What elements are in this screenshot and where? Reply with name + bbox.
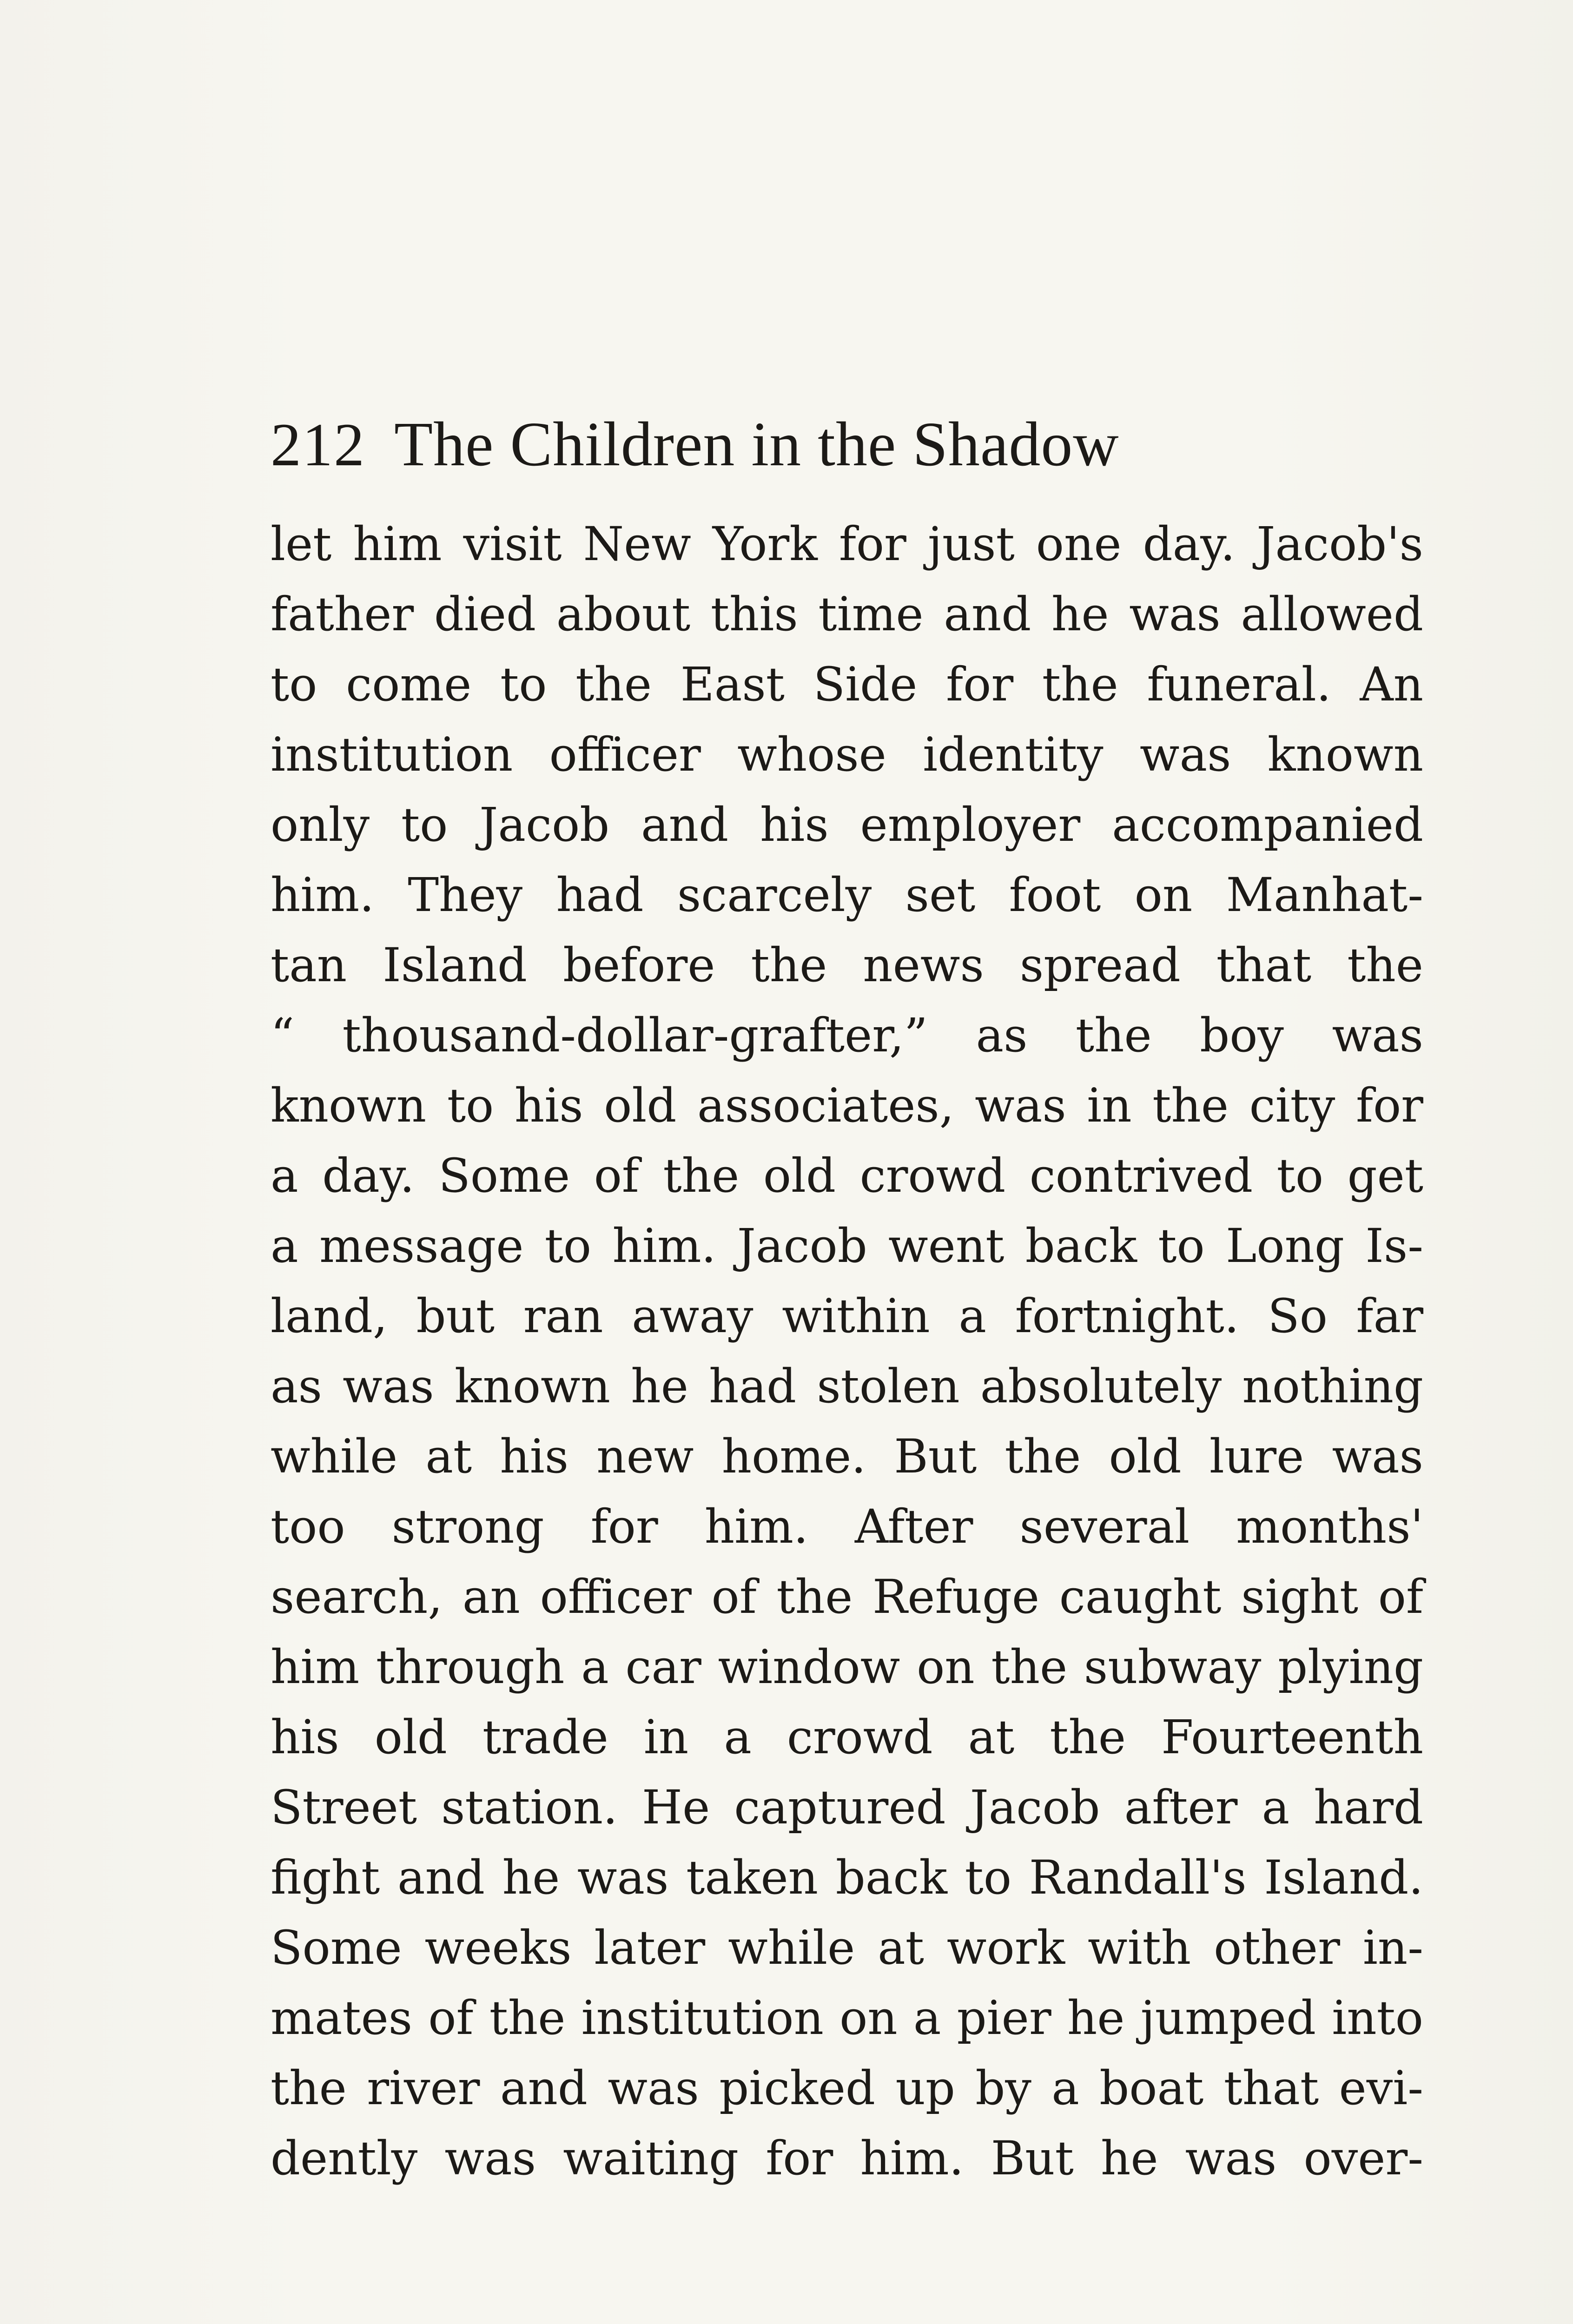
text-line: “ thousand-dollar-grafter,” as the boy was xyxy=(271,1008,1423,1063)
text-line: known to his old associates, was in the city for xyxy=(271,1078,1423,1133)
text-line: to come to the East Side for the funeral. An xyxy=(271,657,1423,712)
body-text xyxy=(271,509,1423,2193)
text-line: a day. Some of the old crowd contrived to get xyxy=(271,1149,1423,1203)
text-line: as was known he had stolen absolutely nothing xyxy=(271,1359,1423,1413)
text-line: tan Island before the news spread that the xyxy=(271,938,1423,992)
text-line: the river and was picked up by a boat that evi- xyxy=(271,2061,1423,2115)
text-line: land, but ran away within a fortnight. So far xyxy=(271,1289,1423,1343)
text-line: Street station. He captured Jacob after a hard xyxy=(271,1780,1423,1835)
text-line: search, an officer of the Refuge caught sight of xyxy=(271,1570,1423,1624)
text-line: while at his new home. But the old lure was xyxy=(271,1429,1423,1484)
text-line: institution officer whose identity was known xyxy=(271,727,1423,782)
page-header xyxy=(271,408,1405,478)
text-line: his old trade in a crowd at the Fourteenth xyxy=(271,1710,1423,1764)
text-line: him through a car window on the subway plying xyxy=(271,1640,1423,1694)
text-line: let him visit New York for just one day. Jacob's xyxy=(271,517,1423,571)
text-line: only to Jacob and his employer accompanied xyxy=(271,798,1423,852)
text-line: fight and he was taken back to Randall's Island. xyxy=(271,1850,1423,1905)
text-line: mates of the institution on a pier he jumped into xyxy=(271,1991,1423,2045)
text-line: him. They had scarcely set foot on Manhat- xyxy=(271,868,1423,922)
text-line: dently was waiting for him. But he was over- xyxy=(271,2131,1423,2185)
page-number: 212 xyxy=(271,410,365,479)
text-line: too strong for him. After several months' xyxy=(271,1499,1423,1554)
text-line: Some weeks later while at work with other in- xyxy=(271,1921,1423,1975)
text-line: a message to him. Jacob went back to Long Is- xyxy=(271,1219,1423,1273)
text-line: father died about this time and he was allowed xyxy=(271,587,1423,641)
running-title: The Children in the Shadow xyxy=(394,409,1119,479)
